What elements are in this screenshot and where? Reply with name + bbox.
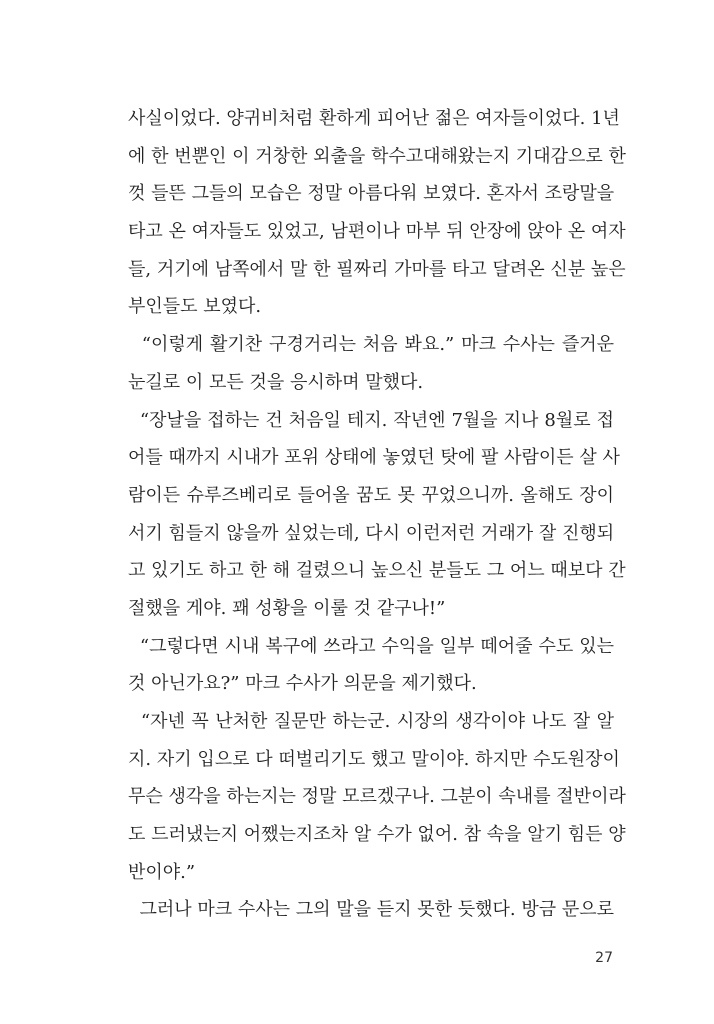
text-line: 눈길로 이 모든 것을 응시하며 말했다. [128, 371, 424, 393]
text-line: 고 있기도 하고 한 해 걸렸으니 높으신 분들도 그 어느 때보다 간 [128, 560, 626, 582]
text-line: “이렇게 활기찬 구경거리는 처음 봐요.” 마크 수사는 즐거운 [128, 334, 614, 356]
text-line: “자넨 꼭 난처한 질문만 하는군. 시장의 생각이야 나도 잘 알 [128, 711, 614, 732]
text-line: 그러나 마크 수사는 그의 말을 듣지 못한 듯했다. 방금 문으로 [128, 899, 614, 921]
text-line: 에 한 번뿐인 이 거창한 외출을 학수고대해왔는지 기대감으로 한 [128, 145, 626, 167]
text-line: 타고 온 여자들도 있었고, 남편이나 마부 뒤 안장에 앉아 온 여자 [128, 221, 626, 243]
text-line: 것 아닌가요?” 마크 수사가 의문을 제기했다. [128, 673, 477, 695]
text-line: 절했을 게야. 꽤 성황을 이룰 것 같구나!” [128, 597, 446, 619]
text-line: 어들 때까지 시내가 포위 상태에 놓였던 탓에 팔 사람이든 살 사 [128, 447, 620, 469]
text-line: 껏 들뜬 그들의 모습은 정말 아름다워 보였다. 혼자서 조랑말을 [128, 183, 615, 205]
body-text [128, 100, 626, 929]
text-line: 서기 힘들지 않을까 싶었는데, 다시 이런저런 거래가 잘 진행되 [128, 522, 615, 544]
text-line: “장날을 접하는 건 처음일 테지. 작년엔 7월을 지나 8월로 접 [128, 409, 614, 431]
text-line: 들, 거기에 남쪽에서 말 한 필짜리 가마를 타고 달려온 신분 높은 [128, 258, 626, 280]
text-line: 도 드러냈는지 어쨌는지조차 알 수가 없어. 참 속을 알기 힘든 양 [128, 824, 626, 846]
text-line: 지. 자기 입으로 다 떠벌리기도 했고 말이야. 하지만 수도원장이 [128, 748, 620, 770]
text-line: 부인들도 보였다. [128, 296, 262, 318]
text-line: “그렇다면 시내 복구에 쓰라고 수익을 일부 떼어줄 수도 있는 [128, 635, 614, 657]
text-line: 사실이었다. 양귀비처럼 환하게 피어난 젊은 여자들이었다. 1년 [128, 108, 620, 129]
text-line: 반이야.” [128, 861, 196, 883]
text-line: 람이든 슈루즈베리로 들어올 꿈도 못 꾸었으니까. 올해도 장이 [128, 484, 614, 506]
page-number: 27 [595, 950, 613, 966]
text-line: 무슨 생각을 하는지는 정말 모르겠구나. 그분이 속내를 절반이라 [128, 786, 626, 808]
